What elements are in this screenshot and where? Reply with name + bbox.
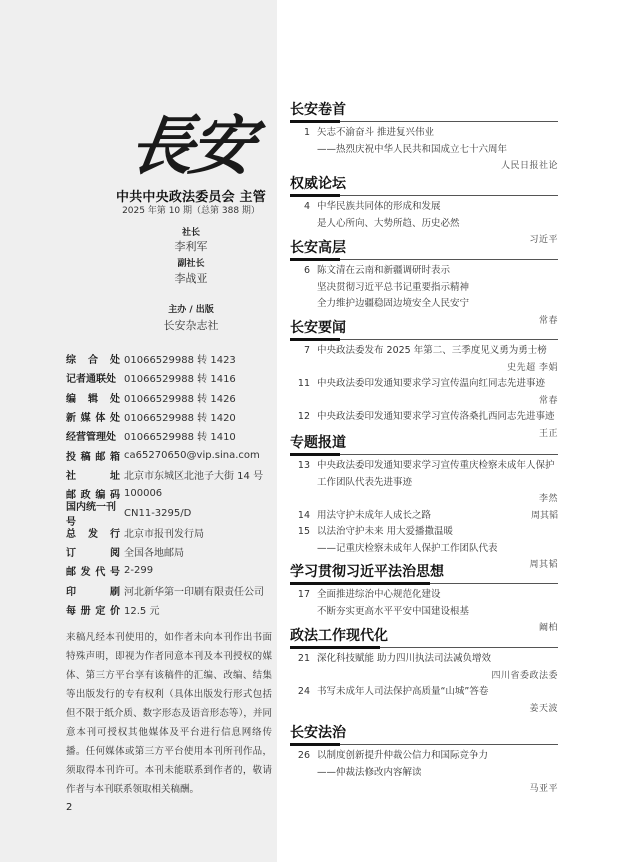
magazine-logo: 長安 — [124, 109, 256, 184]
info-key-char: 经营管理处 — [66, 432, 116, 444]
role-label-president: 社长 — [181, 228, 200, 238]
info-key-char: 订 — [66, 548, 76, 560]
entry-title: 不断夯实更高水平平安中国建设根基 — [317, 605, 470, 617]
toc-section — [290, 723, 560, 798]
toc-entry[interactable] — [290, 651, 560, 684]
entry-author: 马亚平 — [529, 784, 558, 794]
entry-title-line — [290, 748, 560, 765]
info-value: 01066529988 转 1426 — [124, 393, 236, 405]
entry-title: ——记重庆检察未成年人保护工作团队代表 — [317, 542, 498, 554]
info-key — [66, 563, 124, 578]
entry-title-line — [290, 296, 560, 313]
entry-page-number: 17 — [297, 589, 310, 600]
info-key-char: 邮 — [66, 567, 76, 579]
info-row — [66, 388, 276, 407]
info-key — [66, 390, 124, 405]
entry-title-line — [290, 765, 560, 782]
entry-page-number: 6 — [303, 265, 310, 276]
info-row — [66, 542, 276, 561]
info-key-char: 总 — [66, 528, 76, 540]
entry-author: 周其韬 — [529, 560, 558, 570]
toc-section — [290, 318, 560, 442]
section-heading — [290, 174, 560, 196]
info-key-char: 辑 — [88, 393, 98, 405]
info-value[interactable]: ca65270650@vip.sina.com — [124, 449, 260, 461]
section-heading — [290, 238, 560, 260]
info-row — [66, 349, 276, 368]
section-heading-text: 政法工作现代化 — [290, 628, 388, 644]
entry-author: 常春 — [538, 395, 558, 406]
entry-page-number: 4 — [303, 201, 310, 212]
section-underline — [290, 646, 380, 649]
section-heading-text: 专题报道 — [290, 435, 346, 451]
info-key — [66, 351, 124, 366]
info-key — [66, 448, 124, 463]
role-label-publisher: 主办 / 出版 — [168, 305, 214, 315]
section-heading-text: 权威论坛 — [290, 176, 346, 192]
toc-entry[interactable] — [290, 376, 560, 409]
entry-title-line — [290, 142, 560, 159]
entry-title: 中央政法委印发通知要求学习宣传温向红同志先进事迹 — [317, 378, 546, 389]
info-key-char: 代 — [95, 567, 106, 579]
info-key — [66, 544, 124, 559]
entry-title: 中央政法委发布 2025 年第二、三季度见义勇为勇士榜 — [317, 345, 547, 356]
info-row — [66, 445, 276, 464]
info-value: 01066529988 转 1410 — [124, 432, 236, 444]
info-value: 全国各地邮局 — [124, 548, 184, 560]
toc-entry[interactable] — [290, 458, 560, 508]
info-key-char: 记者通联处 — [66, 374, 116, 386]
info-key-char: 行 — [110, 528, 120, 540]
info-value: 100006 — [124, 488, 163, 500]
section-heading — [290, 562, 560, 584]
entry-title-line — [290, 604, 560, 621]
entry-title: 全力维护边疆稳固边境安全人民安宁 — [317, 298, 470, 309]
info-key — [66, 467, 124, 482]
info-key-char: 每 — [66, 606, 76, 617]
entry-page-number: 11 — [297, 378, 310, 389]
info-row — [66, 523, 276, 542]
info-value: 12.5 元 — [124, 606, 160, 617]
entry-title-line — [290, 125, 560, 142]
entry-title: 矢志不渝奋斗 推进复兴伟业 — [317, 127, 435, 138]
info-value: 01066529988 转 1423 — [124, 355, 236, 367]
info-key — [66, 602, 124, 617]
info-value: 01066529988 转 1416 — [124, 374, 236, 386]
entry-author: 周其韬 — [530, 510, 558, 521]
entry-title: 深化科技赋能 助力四川执法司法减负增效 — [317, 653, 492, 664]
info-key-char: 处 — [110, 393, 120, 405]
toc-entry[interactable] — [290, 125, 560, 175]
entry-title: ——热烈庆祝中华人民共和国成立七十六周年 — [317, 143, 508, 155]
info-key-char: 处 — [110, 355, 120, 367]
entry-title: 是人心所向、大势所趋、历史必然 — [317, 217, 460, 229]
info-row — [66, 407, 276, 426]
info-key — [66, 498, 124, 528]
section-heading-text: 长安法治 — [290, 725, 346, 741]
masthead-panel — [0, 0, 277, 862]
entry-title-line — [290, 587, 560, 604]
info-key-char: 印 — [66, 586, 76, 598]
section-heading-text: 学习贯彻习近平法治思想 — [290, 564, 444, 580]
entry-title: 以制度创新提升仲裁公信力和国际竞争力 — [317, 750, 489, 761]
info-row — [66, 502, 276, 529]
toc-entry[interactable] — [290, 343, 560, 376]
entry-page-number: 1 — [303, 127, 310, 138]
info-row — [66, 465, 276, 484]
page-number: 2 — [66, 802, 73, 813]
info-row — [66, 600, 276, 619]
entry-title-line — [290, 409, 560, 426]
info-key-char: 稿 — [80, 451, 91, 463]
section-heading — [290, 626, 560, 648]
section-heading-text: 长安高层 — [290, 240, 346, 256]
entry-title-line — [290, 199, 560, 216]
entry-title-line — [290, 263, 560, 280]
info-key-char: 号 — [109, 567, 120, 579]
info-key-char: 编 — [95, 490, 106, 502]
info-value: CN11-3295/D — [124, 507, 192, 519]
entry-page-number: 26 — [297, 750, 310, 761]
entry-title-line — [290, 376, 560, 393]
contact-info-table — [66, 349, 276, 619]
entry-title-line — [290, 651, 560, 668]
role-name-vice-president: 李战亚 — [174, 272, 208, 285]
entry-page-number: 13 — [297, 460, 310, 471]
info-row — [66, 368, 276, 387]
issue-number: 2025 年第 10 期（总第 388 期） — [122, 206, 260, 216]
role-name-president: 李利军 — [174, 240, 208, 253]
section-heading — [290, 433, 560, 455]
entry-title: 陈文清在云南和新疆调研时表示 — [317, 265, 451, 276]
entry-title-line — [290, 280, 560, 297]
info-key-char: 发 — [80, 567, 91, 579]
info-key — [66, 583, 124, 598]
entry-title-line — [290, 684, 560, 701]
entry-title: 以法治守护未来 用大爱播撒温暖 — [317, 526, 454, 537]
entry-author: 李然 — [538, 494, 558, 504]
toc-section — [290, 238, 560, 329]
entry-title: 用法守护未成年人成长之路 — [317, 509, 432, 521]
section-heading-text: 长安要闻 — [290, 320, 346, 336]
info-key-char: 合 — [88, 355, 98, 367]
info-key-char: 媒 — [80, 413, 91, 425]
info-key-char: 址 — [110, 470, 120, 482]
info-key-char: 综 — [66, 355, 76, 367]
info-key-char: 码 — [109, 490, 120, 502]
info-key-char: 册 — [80, 606, 91, 617]
section-heading — [290, 318, 560, 340]
info-row — [66, 426, 276, 445]
section-heading-text: 长安卷首 — [290, 102, 346, 118]
entry-author: 四川省委政法委 — [491, 670, 558, 681]
info-value: 01066529988 转 1420 — [124, 413, 236, 425]
info-key-char: 邮 — [66, 490, 76, 502]
info-key-char: 发 — [88, 528, 98, 540]
entry-title-line — [290, 541, 560, 558]
section-underline — [290, 743, 340, 746]
info-key-char: 投 — [66, 451, 76, 463]
info-key-char: 国内统一刊号 — [66, 502, 116, 529]
toc-section — [290, 626, 560, 717]
entry-title: 全面推进综治中心规范化建设 — [317, 589, 441, 600]
info-row — [66, 581, 276, 600]
info-key-char: 新 — [66, 413, 76, 425]
entry-author: 姜天波 — [529, 703, 558, 714]
entry-title-line — [290, 458, 560, 475]
info-key-char: 定 — [95, 606, 106, 617]
entry-title-line — [290, 508, 560, 525]
entry-author: 王正 — [538, 428, 558, 439]
info-key-char: 政 — [80, 490, 91, 502]
entry-page-number: 12 — [297, 411, 310, 422]
role-label-vice-president: 副社长 — [177, 259, 205, 269]
section-underline — [290, 582, 430, 585]
entry-title-line — [290, 524, 560, 541]
info-key — [66, 370, 124, 385]
info-value: 北京市东城区北池子大街 14 号 — [124, 470, 264, 482]
role-name-publisher: 长安杂志社 — [163, 319, 219, 332]
section-heading — [290, 100, 560, 122]
toc-section — [290, 433, 560, 574]
info-key-char: 阅 — [110, 548, 120, 560]
info-key-char: 编 — [66, 393, 76, 405]
entry-title: 坚决贯彻习近平总书记重要指示精神 — [317, 281, 470, 293]
info-key-char: 处 — [109, 413, 120, 425]
info-key — [66, 409, 124, 424]
entry-title: 中央政法委印发通知要求学习宣传重庆检察未成年人保护 — [317, 460, 555, 471]
info-value: 河北新华第一印刷有限责任公司 — [124, 586, 264, 598]
info-value: 2-299 — [124, 565, 154, 577]
info-key — [66, 428, 124, 443]
info-key-char: 价 — [109, 606, 120, 617]
section-underline — [290, 258, 340, 261]
entry-title-line — [290, 343, 560, 360]
section-underline — [290, 120, 340, 123]
info-key-char: 邮 — [95, 451, 106, 463]
entry-title-line — [290, 475, 560, 492]
section-heading — [290, 723, 560, 745]
toc-entry[interactable] — [290, 508, 560, 525]
entry-title: 中央政法委印发通知要求学习宣传洛桑扎西同志先进事迹 — [317, 411, 555, 422]
entry-author: 史先超 李娟 — [507, 362, 558, 373]
info-key — [66, 525, 124, 540]
info-row — [66, 561, 276, 580]
section-underline — [290, 194, 340, 197]
copyright-notice: 来稿凡经本刊使用的，如作者未向本刊作出书面特殊声明，即视为作者同意本刊及本刊授权的媒体、第三方平台享有该稿件的汇编、改编、结集等出版发行的专有权利（具体出版发行形式包括但不限于纸介质、数字形态及语音形态等），并同意本刊可授权其他媒体及平台进行信息网络传播。任何媒体或第三方平台使用本刊所刊作品，须取得本刊许可。本刊未能联系到作者的，敬请作者与本刊联系领取相关稿酬。 — [66, 632, 272, 795]
section-underline — [290, 453, 340, 456]
info-value: 北京市报刊发行局 — [124, 528, 204, 540]
entry-title: 中华民族共同体的形成和发展 — [317, 201, 441, 212]
entry-title: 工作团队代表先进事迹 — [317, 476, 413, 488]
entry-title-line — [290, 216, 560, 233]
info-key-char: 社 — [66, 470, 76, 482]
info-key-char: 箱 — [109, 451, 120, 463]
entry-page-number: 15 — [297, 526, 310, 537]
toc-section — [290, 100, 560, 175]
toc-entry[interactable] — [290, 748, 560, 798]
entry-page-number: 24 — [297, 686, 310, 697]
info-key-char: 体 — [95, 413, 106, 425]
toc-entry[interactable] — [290, 684, 560, 717]
section-underline — [290, 338, 340, 341]
entry-title: 书写未成年人司法保护高质量“山城”答卷 — [317, 686, 489, 697]
entry-author: 常春 — [538, 315, 558, 326]
entry-author: 人民日报社论 — [500, 161, 558, 171]
entry-page-number: 14 — [297, 509, 310, 521]
entry-page-number: 7 — [303, 345, 310, 356]
entry-title: ——仲裁法修改内容解读 — [317, 766, 422, 778]
entry-page-number: 21 — [297, 653, 310, 664]
entry-author: 习近平 — [529, 235, 558, 245]
info-key-char: 刷 — [110, 586, 120, 598]
supervisor-line: 中共中央政法委员会 主管 — [116, 190, 266, 205]
entry-author: 阚柏 — [538, 623, 558, 633]
